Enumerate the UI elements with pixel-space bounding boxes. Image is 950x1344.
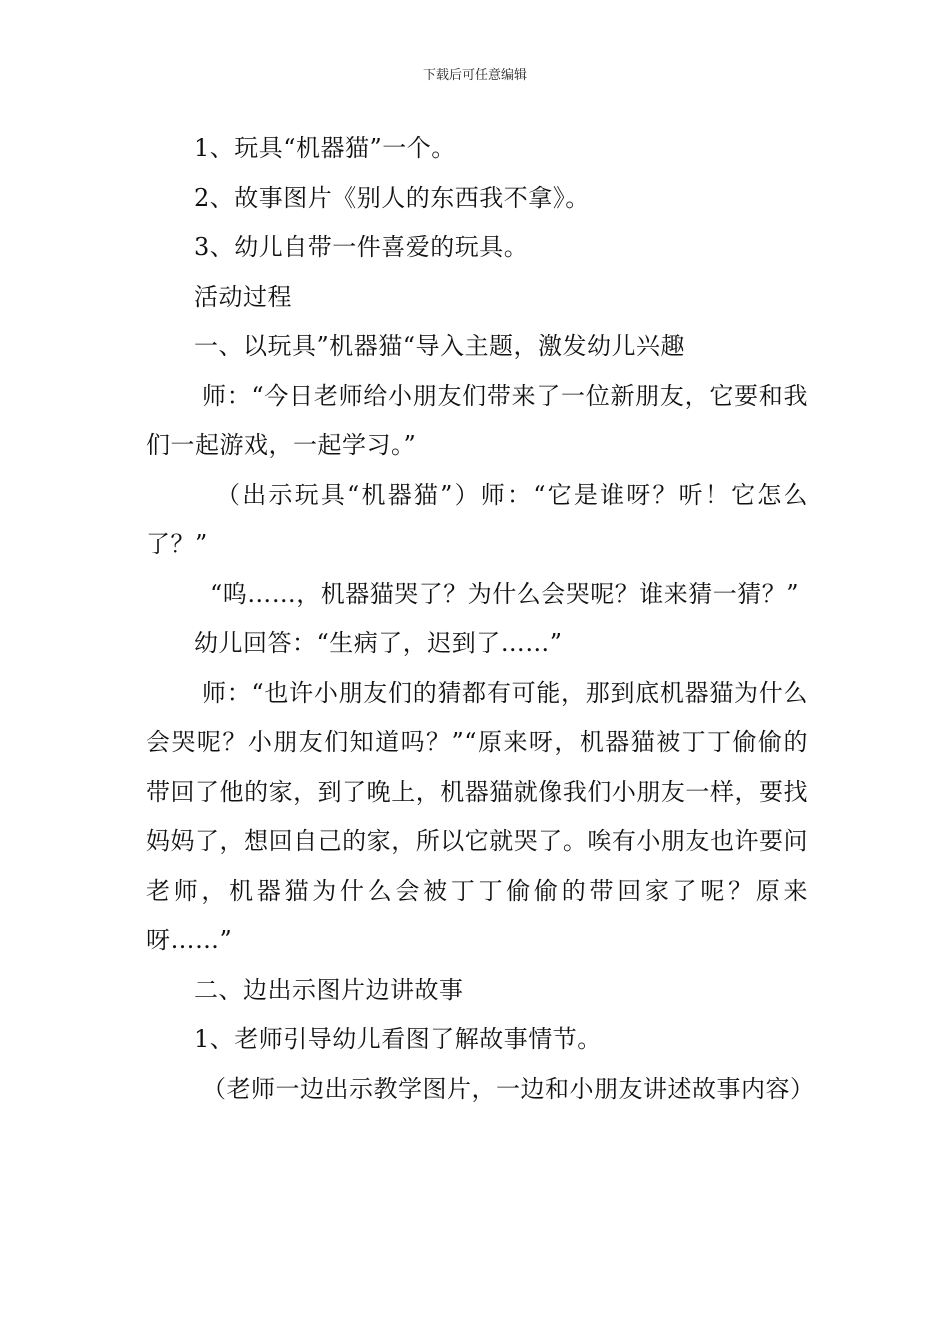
page-header: 下载后可任意编辑 (422, 68, 527, 83)
teacher-story-paragraph: 师：“也许小朋友们的猜都有可能，那到底机器猫为什么会哭呢？小朋友们知道吗？”“原来呀，机器猫被丁丁偷偷的带回了他的家，到了晚上，机器猫就像我们小朋友一样，要找妈妈了，想回自己的家，所以它就哭了。唉有小朋友也许要问老师，机器猫为什么会被丁丁偷偷的带回家了呢？原来呀……” (146, 678, 808, 954)
show-toy-paragraph: （出示玩具“机器猫”）师：“它是谁呀？听！它怎么了？” (146, 480, 808, 558)
document-body (146, 124, 815, 1114)
material-item-1: 1、玩具“机器猫”一个。 (194, 134, 456, 162)
teacher-dialogue-paragraph: 师：“今日老师给小朋友们带来了一位新朋友，它要和我们一起游戏，一起学习。” (146, 381, 808, 459)
material-item-2: 2、故事图片《别人的东西我不拿》。 (194, 183, 590, 212)
robot-cat-crying-paragraph: “呜……，机器猫哭了？为什么会哭呢？谁来猜一猜？” (210, 579, 800, 608)
child-answer-paragraph: 幼儿回答：“生病了，迟到了……” (194, 629, 563, 657)
teacher-show-pictures-paragraph: （老师一边出示教学图片，一边和小朋友讲述故事内容） (202, 1074, 815, 1103)
material-item-3: 3、幼儿自带一件喜爱的玩具。 (194, 233, 529, 261)
section-heading-activity-process: 活动过程 (194, 282, 292, 311)
step-2-item-1: 1、老师引导幼儿看图了解故事情节。 (194, 1025, 602, 1053)
step-heading-2: 二、边出示图片边讲故事 (194, 975, 464, 1004)
step-heading-1: 一、以玩具”机器猫“导入主题，激发幼儿兴趣 (194, 332, 686, 360)
